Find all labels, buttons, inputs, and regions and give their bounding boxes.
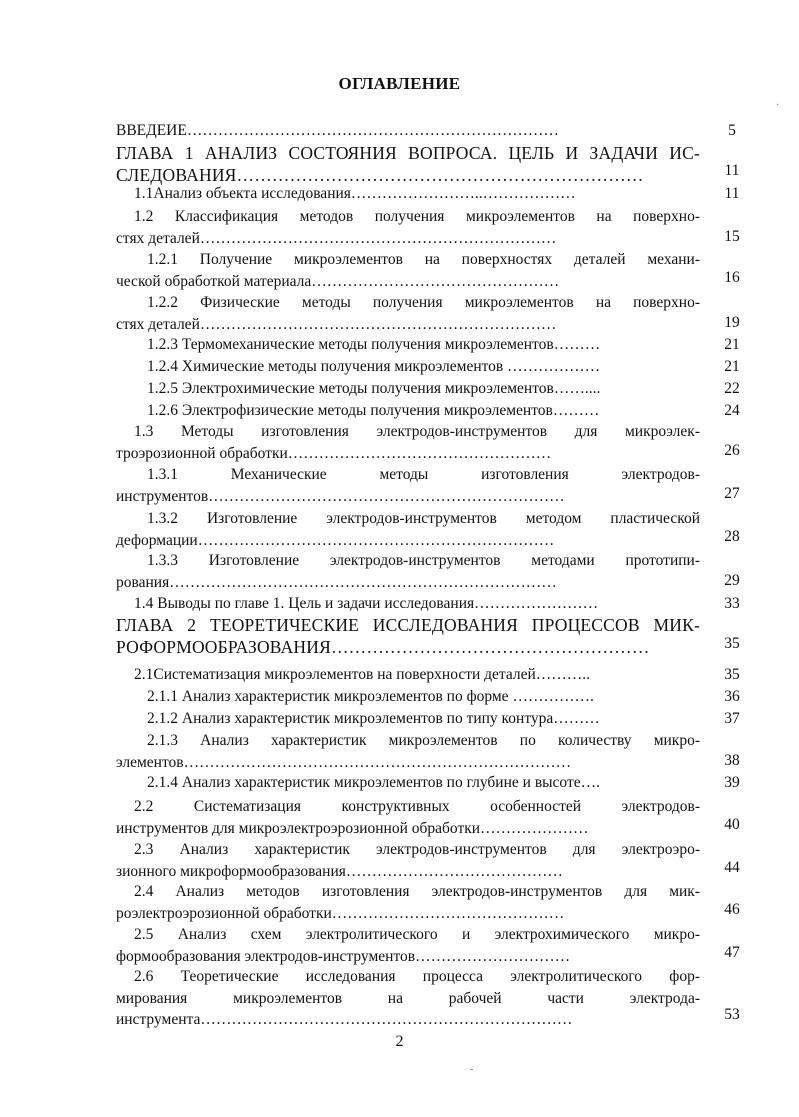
toc-entry-title: 1.3.1 Механические методы изготовления электродов- <box>147 466 700 483</box>
toc-page-number: 16 <box>724 269 740 286</box>
toc-page-number: 35 <box>724 666 740 683</box>
toc-entry-continuation: инструментов…………………………………………………………… <box>116 487 565 505</box>
toc-entry-title: 1.3 Методы изготовления электродов-инструментов для микроэлек- <box>134 423 700 440</box>
toc-entry-continuation: формообразования электродов-инструментов………………………… <box>116 947 571 965</box>
toc-page-number: 47 <box>724 944 740 961</box>
toc-entry-title: 2.3 Анализ характеристик электродов-инструментов для электроэро- <box>134 841 700 858</box>
toc-entry-continuation: троэрозионной обработки…………………………………………… <box>116 444 552 462</box>
toc-entry-title: 2.4 Анализ методов изготовления электродов-инструментов для мик- <box>134 883 700 900</box>
toc-entry-title: 1.2.3 Термомеханические методы получения микроэлементов……… <box>147 336 601 353</box>
toc-entry-continuation: роэлектроэрозионной обработки……………………………………… <box>116 904 565 922</box>
toc-entry-continuation: стях деталей…………………………………………………………… <box>116 229 557 247</box>
toc-page-number: 26 <box>724 442 740 459</box>
toc-entry-title: ВВЕДЕИЕ……………………………………………………………… <box>116 122 559 139</box>
toc-title: ОГЛАВЛЕНИЕ <box>338 74 461 93</box>
toc-page-number: 15 <box>724 228 740 245</box>
toc-entry-title: 1.3.3 Изготовление электродов-инструментов методами прототипи- <box>147 552 700 569</box>
toc-entry-title: 1.2.4 Химические методы получения микроэлементов ……………… <box>147 358 601 375</box>
toc-entry-continuation: зионного микроформообразования…………………………………… <box>116 862 563 880</box>
toc-page-number: 21 <box>724 336 740 353</box>
toc-page-number: 38 <box>724 752 740 769</box>
toc-entry-title: 1.2.2 Физические методы получения микроэлементов на поверхно- <box>147 294 700 311</box>
toc-page-number: 24 <box>724 402 740 419</box>
toc-entry-title: 2.1.1 Анализ характеристик микроэлементов по форме ……………. <box>147 688 594 705</box>
toc-entry-title: ГЛАВА 2 ТЕОРЕТИЧЕСКИЕ ИССЛЕДОВАНИЯ ПРОЦЕССОВ МИК- <box>116 615 700 635</box>
toc-page-number: 11 <box>724 185 740 202</box>
toc-page-number: 11 <box>724 162 740 179</box>
toc-entry-continuation: элементов………………………………………………………………… <box>116 753 572 771</box>
toc-page-number: 21 <box>724 358 740 375</box>
toc-page-number: 22 <box>724 380 740 397</box>
toc-entry-title: 1.1Анализ объекта исследования……………………..……………… <box>134 185 576 202</box>
toc-entry-title: 1.4 Выводы по главе 1. Цель и задачи исследования…………………… <box>134 595 599 612</box>
toc-entry-title: 2.1.3 Анализ характеристик микроэлементов по количеству микро- <box>147 732 700 749</box>
toc-entry-continuation: мирования микроэлементов на рабочей части электрода- <box>116 989 700 1007</box>
toc-entry-title: 1.2.5 Электрохимические методы получения микроэлементов…….... <box>147 380 601 397</box>
toc-page-number: 53 <box>724 1006 740 1023</box>
toc-entry-continuation: стях деталей…………………………………………………………… <box>116 315 557 333</box>
toc-page-number: 39 <box>724 774 740 791</box>
toc-entry-title: 1.3.2 Изготовление электродов-инструментов методом пластической <box>147 510 700 527</box>
scan-mark: · <box>776 100 780 111</box>
scan-mark: - <box>470 1064 474 1075</box>
toc-entry-continuation: РОФОРМООБРАЗОВАНИЯ……………………………………………… <box>116 636 650 657</box>
toc-page-number: 33 <box>724 595 740 612</box>
page-number: 2 <box>395 1033 404 1050</box>
toc-page-number: 37 <box>724 710 740 727</box>
toc-entry-title: ГЛАВА 1 АНАЛИЗ СОСТОЯНИЯ ВОПРОСА. ЦЕЛЬ И ЗАДАЧИ ИС- <box>116 143 700 163</box>
toc-entry-title: 2.2 Систематизация конструктивных особенностей электродов- <box>134 798 700 815</box>
toc-entry-title: 2.5 Анализ схем электролитического и электрохимического микро- <box>134 926 700 943</box>
toc-entry-continuation: деформации…………………………………………………………… <box>116 531 555 549</box>
toc-entry-continuation: ческой обработкой материала………………………………………… <box>116 272 560 290</box>
toc-entry-continuation: СЛЕДОВАНИЯ…………………………………………………………… <box>116 164 644 185</box>
toc-page-number: 5 <box>728 122 736 139</box>
toc-entry-title: 1.2.1 Получение микроэлементов на поверхностях деталей механи- <box>147 251 700 268</box>
toc-page-number: 36 <box>724 688 740 705</box>
toc-entry-continuation: инструмента……………………………………………………………… <box>116 1011 573 1028</box>
toc-entry-title: 2.1Систематизация микроэлементов на поверхности деталей……….. <box>134 666 591 683</box>
toc-page-number: 19 <box>724 314 740 331</box>
toc-entry-continuation: инструментов для микроэлектроэрозионной обработки………………… <box>116 819 589 837</box>
toc-entry-title: 2.6 Теоретические исследования процесса электролитического фор- <box>134 968 700 985</box>
toc-entry-title: 2.1.2 Анализ характеристик микроэлементов по типу контура……… <box>147 710 600 727</box>
toc-page-number: 29 <box>724 572 740 589</box>
toc-entry-title: 1.2 Классификация методов получения микроэлементов на поверхно- <box>134 208 700 225</box>
toc-page-number: 28 <box>724 528 740 545</box>
toc-page-number: 44 <box>724 859 740 876</box>
toc-page-number: 27 <box>724 485 740 502</box>
toc-entry-title: 1.2.6 Электрофизические методы получения микроэлементов……… <box>147 402 600 419</box>
toc-entry-continuation: рования………………………………………………………………… <box>116 573 557 591</box>
toc-page-number: 35 <box>724 635 740 652</box>
toc-page-number: 46 <box>724 901 740 918</box>
toc-page-number: 40 <box>724 816 740 833</box>
toc-entry-title: 2.1.4 Анализ характеристик микроэлементов по глубине и высоте…. <box>147 774 601 791</box>
